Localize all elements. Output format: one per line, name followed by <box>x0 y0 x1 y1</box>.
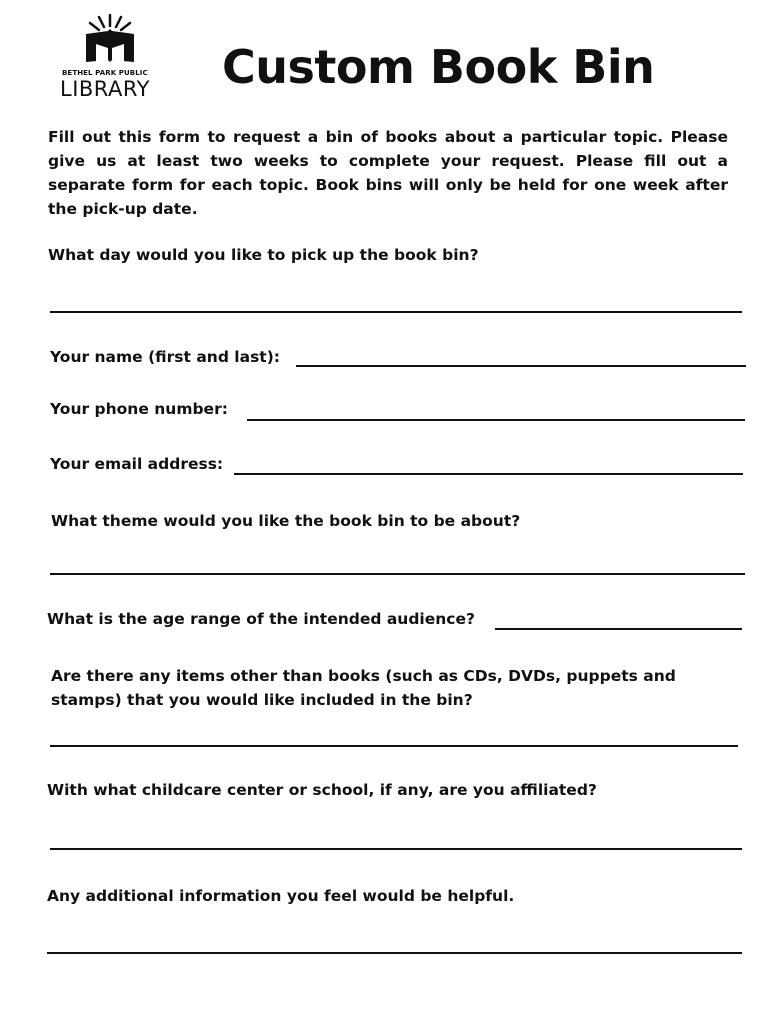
theme-label: What theme would you like the book bin to be about? <box>51 512 521 530</box>
intro-paragraph: Fill out this form to request a bin of books about a particular topic. Please give us at least two weeks to complete your request. Please fill out a separate form for each topic. Book bins will only be held for one week after the pick-up date. <box>48 128 728 218</box>
email-label: Your email address: <box>50 455 224 473</box>
page-title: Custom Book Bin <box>222 40 655 94</box>
logo-text: LIBRARY <box>60 77 150 101</box>
library-logo <box>56 14 164 100</box>
pickup-day-label: What day would you like to pick up the book bin? <box>48 246 479 264</box>
email-field[interactable] <box>234 473 743 475</box>
additional-info-label: Any additional information you feel would be helpful. <box>47 887 515 905</box>
name-field[interactable] <box>296 365 746 367</box>
affiliation-label: With what childcare center or school, if any, are you affiliated? <box>47 781 597 799</box>
theme-field[interactable] <box>50 573 745 575</box>
name-label: Your name (first and last): <box>50 348 281 366</box>
other-items-field[interactable] <box>50 745 738 747</box>
pickup-day-field[interactable] <box>50 311 742 313</box>
book-logo-icon <box>82 14 138 66</box>
affiliation-field[interactable] <box>50 848 742 850</box>
phone-field[interactable] <box>247 419 745 421</box>
other-items-label: Are there any items other than books (such as CDs, DVDs, puppets and stamps) that you would like included in the bin? <box>51 667 676 709</box>
additional-info-field[interactable] <box>47 952 742 954</box>
age-range-label: What is the age range of the intended audience? <box>47 610 475 628</box>
logo-subtext: BETHEL PARK PUBLIC <box>62 69 148 77</box>
phone-label: Your phone number: <box>50 400 228 418</box>
age-range-field[interactable] <box>495 628 742 630</box>
